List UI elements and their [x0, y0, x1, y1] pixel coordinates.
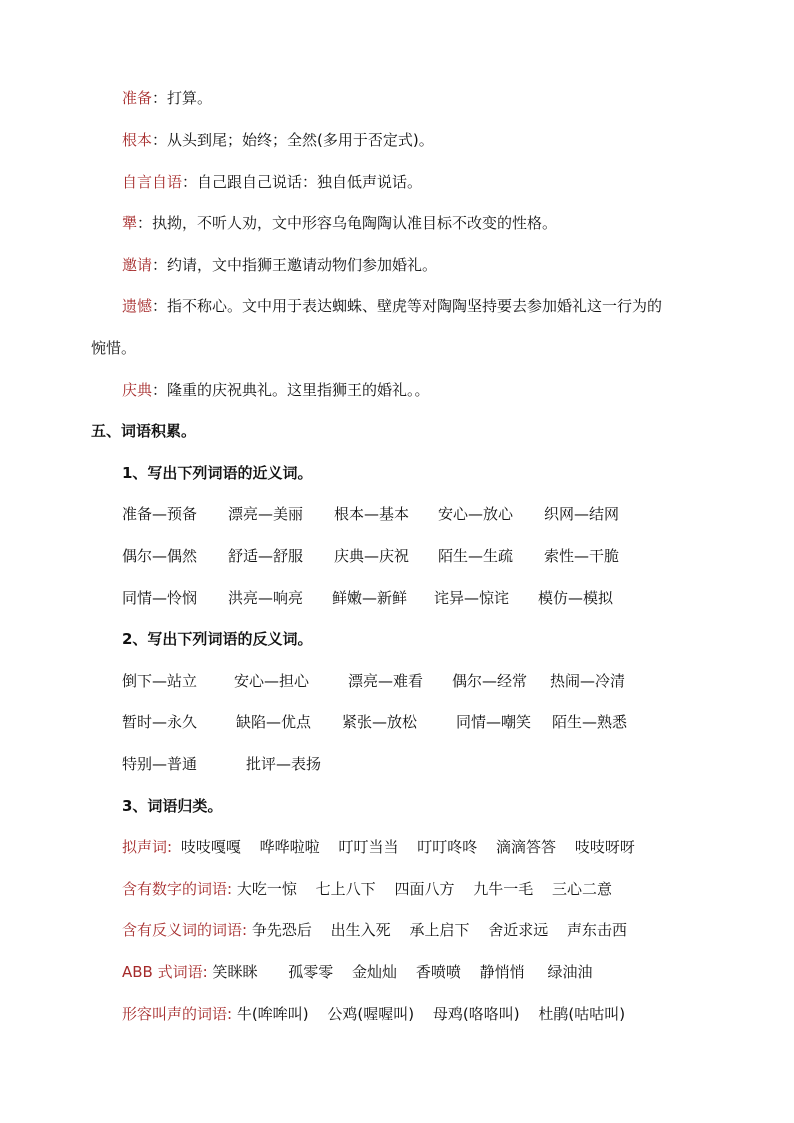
definition-row-regret: 遗憾：指不称心。文中用于表达蜘蛛、壁虎等对陶陶坚持要去参加婚礼这一行为的 惋惜。 — [91, 296, 711, 358]
category-label: 拟声词: — [122, 838, 173, 856]
word-pair: 热闹—冷清 — [550, 672, 626, 690]
category-word: 吱吱呀呀 — [574, 838, 635, 856]
definition-term: 准备 — [122, 89, 153, 107]
word-pair: 洪亮—响亮 — [228, 589, 304, 607]
category-word: 母鸡(咯咯叫) — [432, 1005, 520, 1023]
word-pair: 根本—基本 — [334, 505, 410, 523]
word-pair: 偶尔—经常 — [452, 672, 528, 690]
category-label: ABB 式词语: — [122, 963, 208, 981]
category-row-onomatopoeia — [122, 837, 635, 857]
word-pair: 倒下—站立 — [122, 672, 198, 690]
word-pair: 同情—嘲笑 — [456, 713, 532, 731]
definition-row: 庆典：隆重的庆祝典礼。这里指狮王的婚礼。。 — [122, 381, 430, 399]
category-word: 声东击西 — [567, 921, 628, 939]
word-pair: 偶尔—偶然 — [122, 547, 198, 565]
word-pair: 安心—担心 — [234, 672, 310, 690]
category-word: 孤零零 — [288, 963, 334, 981]
category-word: 叮叮咚咚 — [417, 838, 478, 856]
category-label: 形容叫声的词语: — [122, 1005, 233, 1023]
word-pair: 庆典—庆祝 — [334, 547, 410, 565]
synonyms-title: 1、写出下列词语的近义词。 — [122, 464, 313, 482]
definition-term: 根本 — [122, 131, 153, 149]
word-pair: 紧张—放松 — [342, 713, 418, 731]
word-pair: 漂亮—难看 — [348, 672, 424, 690]
category-word: 滴滴答答 — [496, 838, 557, 856]
category-row-abb — [122, 962, 592, 982]
definition-term: 遗憾 — [122, 297, 153, 315]
category-row-numbers — [122, 879, 612, 899]
word-pair: 漂亮—美丽 — [228, 505, 304, 523]
word-pair: 索性—干脆 — [544, 547, 620, 565]
definition-text-continued: 惋惜。 — [91, 339, 137, 357]
category-label: 含有数字的词语: — [122, 880, 233, 898]
definition-term: 犟 — [122, 214, 138, 232]
word-pair: 陌生—熟悉 — [552, 713, 628, 731]
category-word: 杜鹃(咕咕叫) — [538, 1005, 626, 1023]
antonyms-title: 2、写出下列词语的反义词。 — [122, 630, 313, 648]
definition-row: 犟：执拗，不听人劝，文中形容乌龟陶陶认准目标不改变的性格。 — [122, 214, 558, 232]
definition-text: 指不称心。文中用于表达蜘蛛、壁虎等对陶陶坚持要去参加婚礼这一行为的 — [167, 297, 663, 315]
category-word: 四面八方 — [394, 880, 455, 898]
definition-row: 根本：从头到尾；始终；全然(多用于否定式)。 — [122, 131, 434, 149]
word-pair: 陌生—生疏 — [438, 547, 514, 565]
word-pair: 鲜嫩—新鲜 — [332, 589, 408, 607]
categories-title: 3、词语归类。 — [122, 797, 223, 815]
category-word: 大吃一惊 — [236, 880, 297, 898]
word-pair: 安心—放心 — [438, 505, 514, 523]
word-pair: 暂时—永久 — [122, 713, 198, 731]
word-pair: 特别—普通 — [122, 755, 198, 773]
category-word: 牛(哞哞叫) — [236, 1005, 309, 1023]
category-word: 争先恐后 — [251, 921, 312, 939]
definition-row: 自言自语：自己跟自己说话：独自低声说话。 — [122, 173, 423, 191]
category-word: 笑眯眯 — [212, 963, 258, 981]
category-word: 哗哗啦啦 — [259, 838, 320, 856]
category-word: 三心二意 — [552, 880, 613, 898]
definition-row: 邀请：约请，文中指狮王邀请动物们参加婚礼。 — [122, 256, 438, 274]
category-word: 叮叮当当 — [338, 838, 399, 856]
category-word: 香喷喷 — [415, 963, 461, 981]
category-word: 九牛一毛 — [473, 880, 534, 898]
definition-term: 自言自语 — [122, 173, 183, 191]
word-pair: 舒适—舒服 — [228, 547, 304, 565]
definition-text: 约请，文中指狮王邀请动物们参加婚礼。 — [167, 256, 438, 274]
category-word: 金灿灿 — [352, 963, 398, 981]
word-pair: 批评—表扬 — [246, 755, 322, 773]
definition-text: 隆重的庆祝典礼。这里指狮王的婚礼。。 — [167, 381, 430, 399]
word-pair: 诧异—惊诧 — [434, 589, 510, 607]
word-pair: 织网—结网 — [544, 505, 620, 523]
category-row-animal-sounds — [122, 1004, 625, 1024]
word-pair: 准备—预备 — [122, 505, 198, 523]
category-word: 公鸡(喔喔叫) — [327, 1005, 415, 1023]
category-row-antonym-idioms — [122, 920, 627, 940]
category-word: 舍近求远 — [488, 921, 549, 939]
category-word: 静悄悄 — [479, 963, 525, 981]
word-pair: 同情—怜悯 — [122, 589, 198, 607]
category-word: 绿油油 — [547, 963, 593, 981]
definition-term: 庆典 — [122, 381, 153, 399]
definition-row: 准备：打算。 — [122, 89, 213, 107]
category-label: 含有反义词的词语: — [122, 921, 248, 939]
category-word: 承上启下 — [409, 921, 470, 939]
definition-text: 打算。 — [167, 89, 213, 107]
definition-text: 从头到尾；始终；全然(多用于否定式)。 — [167, 131, 434, 149]
definition-text: 执拗，不听人劝，文中形容乌龟陶陶认准目标不改变的性格。 — [152, 214, 558, 232]
section-title: 五、词语积累。 — [91, 422, 197, 440]
definition-text: 自己跟自己说话：独自低声说话。 — [197, 173, 423, 191]
definition-term: 邀请 — [122, 256, 153, 274]
category-word: 吱吱嘎嘎 — [180, 838, 241, 856]
word-pair: 模仿—模拟 — [538, 589, 614, 607]
category-word: 出生入死 — [330, 921, 391, 939]
word-pair: 缺陷—优点 — [236, 713, 312, 731]
category-word: 七上八下 — [315, 880, 376, 898]
